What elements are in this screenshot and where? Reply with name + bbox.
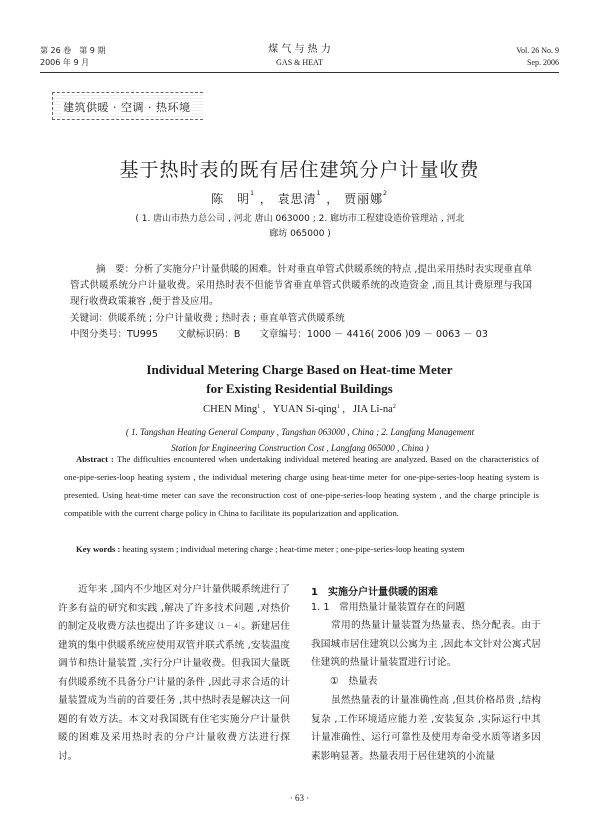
page-number: · 63 · <box>289 793 310 803</box>
abstract-cn-text: 分析了实施分户计量供暖的困难。针对垂直单管式供暖系统的特点 ,提出采用热时表实现垂直单管式供暖系统分户计量收费。采用热时表不但能节省垂直单管式供暖系统的改造资金 ,而且其计费原理与我国现行收费政策兼容 ,便于普及应用。 <box>70 264 532 307</box>
intro-text-1: 近年来 ,国内不少地区对分户计量供暖系统进行了许多有益的研究和实践 ,解决了许多技术问题 ,对热价的制定及收费方法也提出了许多建议 <box>58 584 290 632</box>
keywords-en-label: Key words : <box>76 544 121 554</box>
abstract-en <box>64 450 539 522</box>
section-1-heading: 1 实施分户计量供暖的困难 <box>311 587 438 598</box>
author-cn-1: 陈 明 <box>211 192 251 206</box>
author-cn-2: 袁思清 <box>277 192 317 206</box>
authors-en: CHEN Ming$^1$ , YUAN Si-qing$^1$ , JIA $Li-na^2$ <box>203 404 396 415</box>
affiliation-en-line-2: Station for Engineering Construction Cost , Langfang 065000 , China ) <box>171 443 429 453</box>
keywords-cn-text: 供暖系统 ; 分户计量收费 ; 热时表 ; 垂直单管式供暖系统 <box>108 313 345 324</box>
affiliation-cn <box>90 212 510 242</box>
author-en-2-affil: 1 <box>336 404 340 410</box>
section-1-1-heading: 1. 1 常用热量计量装置存在的问题 <box>311 602 466 613</box>
keywords-cn <box>70 311 532 327</box>
affiliation-cn-line-2: 廊坊 065000 ) <box>269 229 331 239</box>
heat-meter-paragraph: 虽然热量表的计量准确性高 ,但其价格昂贵 ,结构复杂 ,工作环境适应能力差 ,安装复杂 ,实际运行中其计量准确性、运行可靠性及使用寿命受水质等诸多因素影响显著。热量表用于居住建筑的小流量 <box>311 695 541 762</box>
intro-citation: ［1 ～ 4］ <box>214 623 242 630</box>
column-banner <box>52 92 203 120</box>
author-cn-3-affil: 2 <box>383 190 388 197</box>
intro-paragraph <box>58 581 290 766</box>
author-en-1: CHEN Ming <box>203 404 258 415</box>
author-cn-1-affil: 1 <box>250 190 255 197</box>
section-1-1-paragraph: 常用的热量计量装置为热量表、热分配表。由于我国城市居住建筑以公寓为主 ,因此本文针对公寓式居住建筑的热量计量装置进行讨论。 <box>311 620 541 668</box>
keywords-en <box>64 540 539 558</box>
author-cn-3: 贾丽娜 <box>344 192 384 206</box>
abstract-en-label: Abstract : <box>76 454 114 464</box>
keywords-en-text: heating system ; individual metering charge ; heat-time meter ; one-pipe-series-loop heating system <box>122 544 465 554</box>
author-cn-2-affil: 1 <box>316 190 322 197</box>
column-banner-label: 建筑供暖 · 空调 · 热环境 <box>63 101 191 114</box>
author-en-3-affil: 2 <box>392 404 396 410</box>
affiliation-cn-line-1: ( 1. 唐山市热力总公司 , 河北 唐山 063000 ; 2. 廊坊市工程建设造价管理站 , 河北 <box>135 214 465 224</box>
date-cn: 2006 年 9 月 <box>40 58 90 67</box>
date-en: Sep. 2006 <box>527 58 559 67</box>
journal-name-cn: 煤 气 与 热 力 <box>268 44 331 55</box>
title-cn: 基于热时表的既有居住建筑分户计量收费 <box>119 159 480 181</box>
intro-text-2: 。新建居住建筑的集中供暖系统应使用双管并联式系统 ,安装温度调节和热计量装置 ,实行分户计量收费。但我国大量既有供暖系统不具备分户计量的条件 ,因此寻求合适的计量装置成为当前的首要任务 ,其中热时表是解决这一问题的有效方法。本文对我国既有住宅实施分户计量供暖的困难及采用热时表的分户计量收费方法进行探讨。 <box>58 621 290 762</box>
item-heat-meter: ① 热量表 <box>330 676 378 687</box>
title-en-line-1: Individual Metering Charge Based on Heat-time Meter <box>146 362 453 377</box>
abstract-cn-label: 摘 要： <box>96 264 135 275</box>
title-en-line-2: for Existing Residential Buildings <box>206 381 393 396</box>
volume-issue-en: Vol. 26 No. 9 <box>516 46 559 55</box>
classification-cn: 中图分类号：TU995 文献标识码：B 文章编号：1000 － 4416( 2006 )09 － 0063 － 03 <box>70 329 488 340</box>
author-en-2: YUAN Si-qing <box>272 404 337 415</box>
author-en-3: JIA Li-na <box>352 404 393 415</box>
authors-cn: 陈 明$^1$ ， 袁思清$^1$ ， 贾丽娜$^2$ <box>211 190 388 206</box>
volume-issue-cn: 第 26 卷 第 9 期 <box>40 46 106 55</box>
abstract-cn <box>70 262 532 310</box>
header-rule <box>40 72 559 73</box>
abstract-en-text: The difficulties encountered when undertaking individual metered heating are analyzed. Based on the characteristics of one-pipe-series-loop heating system , the individual metering charge using heat-time meter for one-pipe-series-loop heating system is presented. Using heat-time meter can save the reconstruction cost of one-pipe-series-loop heating system , and the charge principle is compatible with the current charge policy in China to facilitate its popularization and application. <box>64 454 539 518</box>
author-en-1-affil: 1 <box>257 404 261 410</box>
journal-name-en: GAS & HEAT <box>276 58 323 67</box>
affiliation-en-line-1: ( 1. Tangshan Heating General Company , Tangshan 063000 , China ; 2. Langfang Management <box>125 427 475 437</box>
keywords-cn-label: 关键词： <box>70 313 109 324</box>
